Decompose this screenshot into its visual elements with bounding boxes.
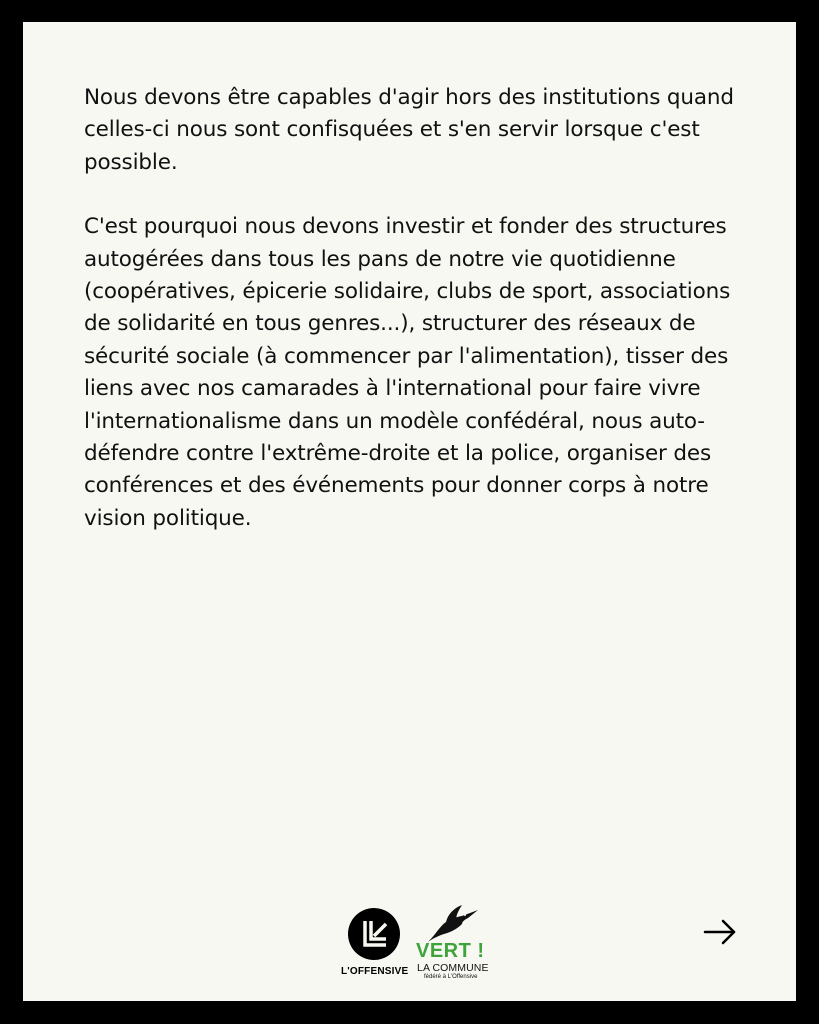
footer-logos <box>341 904 501 984</box>
swallow-bird-icon <box>418 904 488 944</box>
vert-logo-tagline: fédéré à L'Offensive <box>424 974 478 980</box>
offensive-logo <box>341 904 407 977</box>
body-text <box>84 82 744 567</box>
vert-logo-subtitle: LA COMMUNE <box>417 962 489 974</box>
paragraph-2: C'est pourquoi nous devons investir et fonder des structures autogérées dans tous les pans de notre vie quotidienne (coopératives, épicerie solidaire, clubs de sport, associations de solidarité en tous genres...), structurer des réseaux de sécurité sociale (à commencer par l'alimentation), tisser des liens avec nos camarades à l'international pour faire vivre l'internationalisme dans un modèle confédéral, nous auto-défendre contre l'extrême-droite et la police, organiser des conférences et des événements pour donner corps à notre vision politique. <box>84 214 731 531</box>
slide-card <box>23 22 796 1001</box>
arrow-right-icon[interactable] <box>703 917 739 947</box>
paragraph-1: Nous devons être capables d'agir hors des institutions quand celles-ci nous sont confisquées et s'en servir lorsque c'est possible. <box>84 85 734 175</box>
offensive-logo-icon <box>348 908 400 960</box>
vert-logo-title: VERT ! <box>416 940 485 962</box>
offensive-logo-label: L'OFFENSIVE <box>341 966 409 977</box>
